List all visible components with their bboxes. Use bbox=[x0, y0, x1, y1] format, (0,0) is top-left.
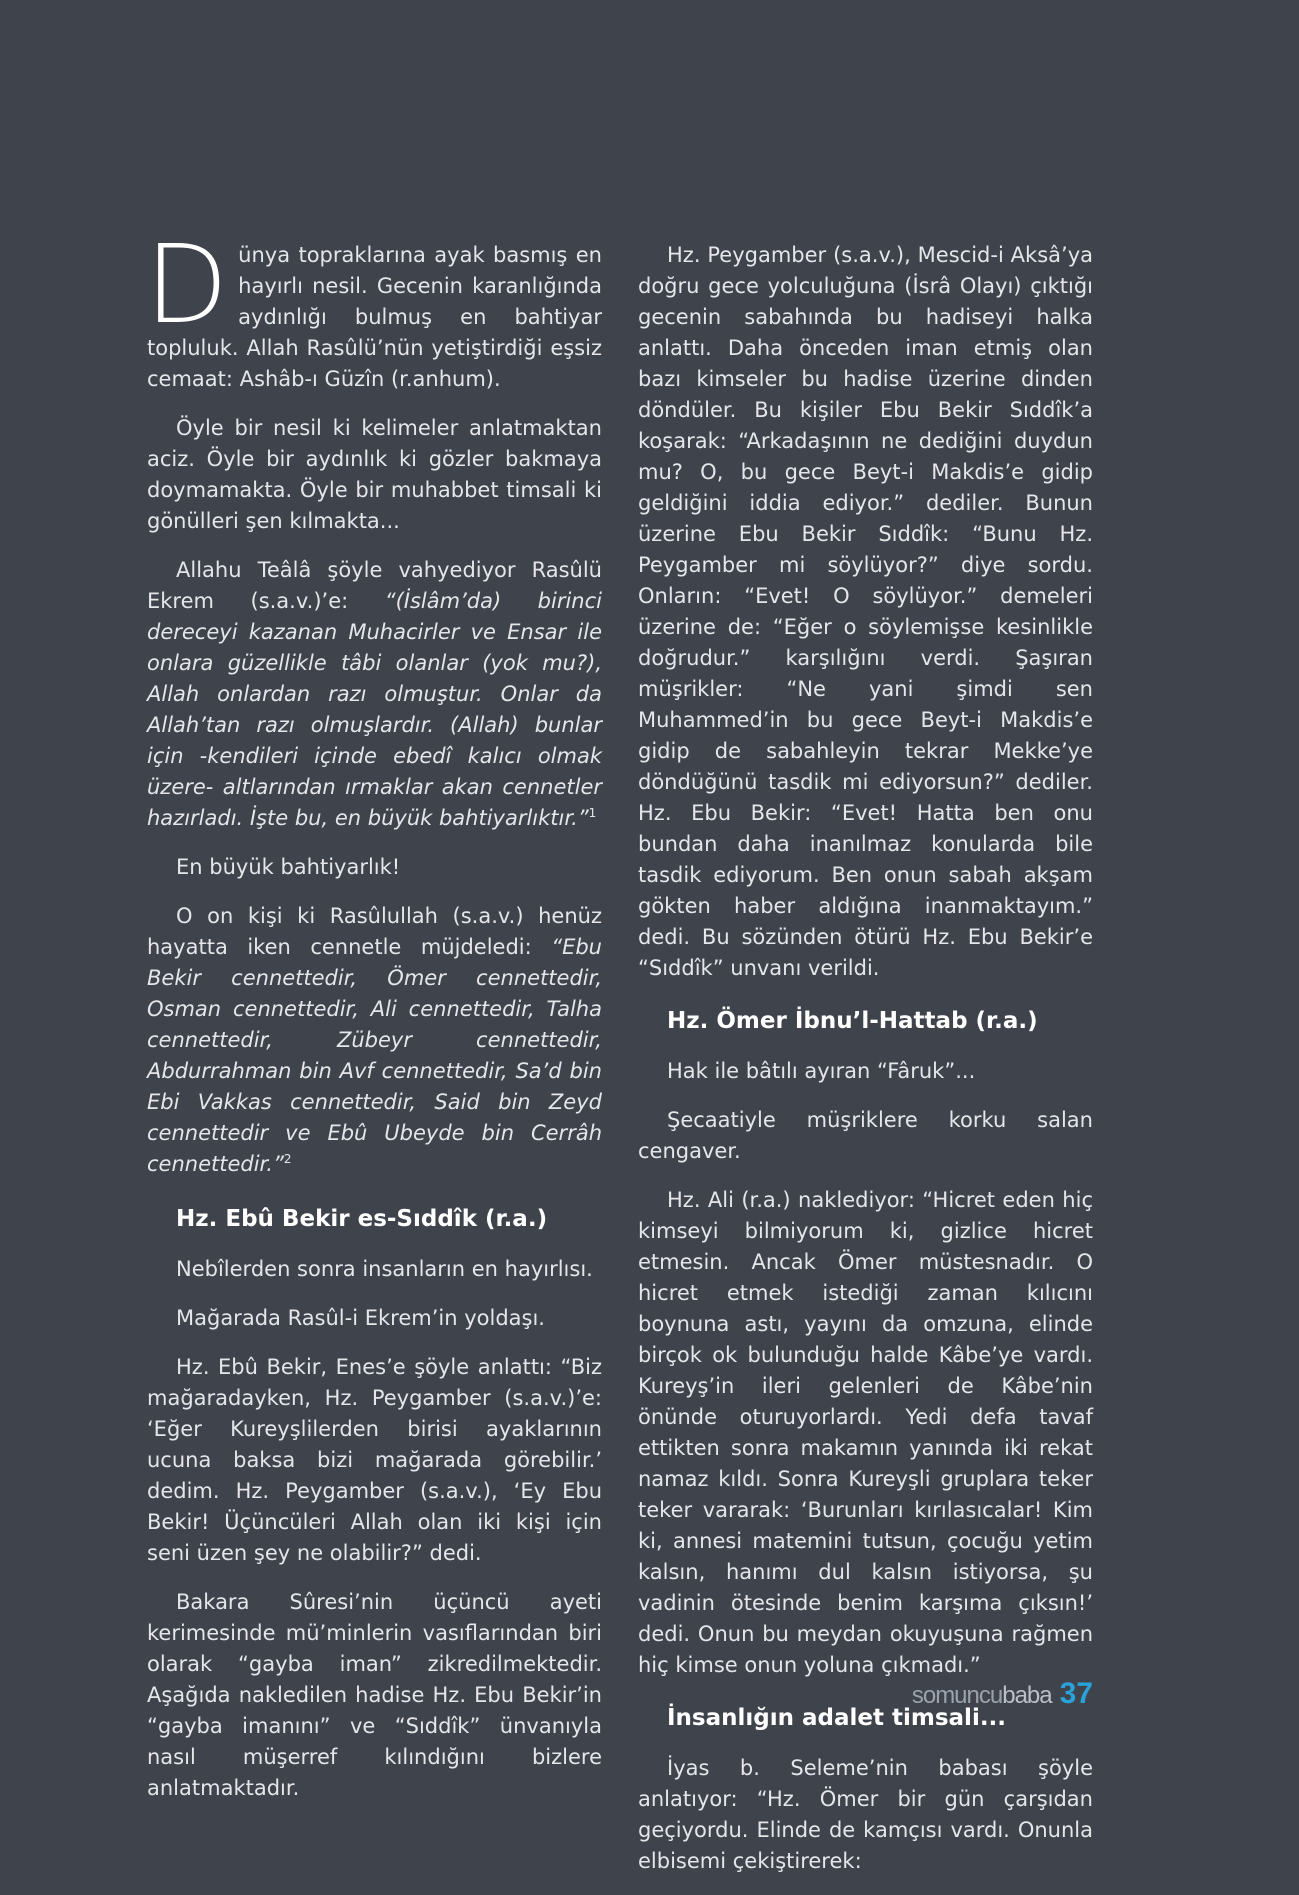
hadith-lead: O on kişi ki Rasûlullah (s.a.v.) henüz hayatta iken cennetle müjdeledi: bbox=[147, 904, 602, 959]
paragraph: Öyle bir nesil ki kelimeler anlatmaktan aciz. Öyle bir aydınlık ki gözler bakmaya doymamakta. Öyle bir muhabbet timsali ki gönülleri şen kılmakta... bbox=[147, 416, 602, 533]
page-footer bbox=[912, 1677, 1093, 1711]
drop-cap: D bbox=[145, 223, 229, 348]
verse-lead: Allahu Teâlâ şöyle vahyediyor Rasûlü Ekrem (s.a.v.)’e: bbox=[147, 558, 602, 613]
section-heading: İnsanlığın adalet timsali... bbox=[667, 1705, 1007, 1731]
page-number: 37 bbox=[1059, 1677, 1093, 1710]
paragraph: Bakara Sûresi’nin üçüncü ayeti kerimesinde mü’minlerin vasıflarından biri olarak “gayba iman” zikredilmektedir. Aşağıda nakledilen hadise Hz. Ebu Bekir’in “gayba imanını” ve “Sıddîk” ünvanıyla nasıl müşerref kılındığını bizlere anlatmaktadır. bbox=[147, 1590, 602, 1800]
paragraph: Nebîlerden sonra insanların en hayırlısı. bbox=[176, 1257, 593, 1281]
paragraph: İyas b. Seleme’nin babası şöyle anlatıyor: “Hz. Ömer bir gün çarşıdan geçiyordu. Elinde de kamçısı vardı. Onunla elbisemi çekiştirerek: bbox=[638, 1756, 1093, 1873]
right-column bbox=[638, 240, 1093, 1895]
logo-light: baba bbox=[1002, 1682, 1052, 1709]
verse-quote: “(İslâm’da) birinci dereceyi kazanan Muhacirler ve Ensar ile onlara güzellikle tâbi olanlar (yok mu?), Allah onlardan razı olmuştur. Onlar da Allah’tan razı olmuşlardır. (Allah) bunlar için -kendileri içinde ebedî kalıcı olmak üzere- altlarından ırmaklar akan cennetler hazırladı. İşte bu, en büyük bahtiyarlıktır.” bbox=[147, 589, 602, 830]
paragraph: Şecaatiyle müşriklere korku salan cengaver. bbox=[638, 1108, 1093, 1163]
footnote-ref: 1 bbox=[588, 806, 597, 820]
paragraph: Hak ile bâtılı ayıran “Fâruk”... bbox=[667, 1059, 976, 1083]
intro-text: ünya topraklarına ayak basmış en hayırlı nesil. Gecenin karanlığında aydınlığı bulmuş en bahtiyar topluluk. Allah Rasûlü’nün yetiştirdiği eşsiz cemaat: Ashâb-ı Güzîn (r.anhum). bbox=[147, 243, 602, 391]
magazine-logo bbox=[912, 1682, 1052, 1710]
paragraph: Hz. Ali (r.a.) naklediyor: “Hicret eden hiç kimseyi bilmiyorum ki, gizlice hicret etmesin. Ancak Ömer müstesnadır. O hicret etmek istediği zaman kılıcını boynuna astı, yayını da omzuna, elinde birçok ok bulunduğu halde Kâbe’ye vardı. Kureyş’in ileri gelenleri de Kâbe’nin önünde oturuyorlardı. Yedi defa tavaf ettikten sonra makamın yanında iki rekat namaz kıldı. Sonra Kureyşli gruplara teker teker vararak: ‘Burunları kırılasıcalar! Kim ki, annesi matemini tutsun, çocuğu yetim kalsın, hanımı dul kalsın istiyorsa, şu vadinin ötesinde benim karşıma çıksın!’ dedi. Onun bu meydan okuyuşuna rağmen hiç kimse onun yoluna çıkmadı.” bbox=[638, 1188, 1093, 1677]
footnote-ref: 2 bbox=[283, 1152, 292, 1166]
hadith-quote: “Ebu Bekir cennettedir, Ömer cennettedir, Osman cennettedir, Ali cennettedir, Talha cennettedir, Zübeyr cennettedir, Abdurrahman bin Avf cennettedir, Sa’d bin Ebi Vakkas cennettedir, Said bin Zeyd cennettedir ve Ebû Ubeyde bin Cerrâh cennettedir.” bbox=[147, 935, 602, 1176]
section-heading: Hz. Ebû Bekir es-Sıddîk (r.a.) bbox=[176, 1206, 548, 1232]
section-heading: Hz. Ömer İbnu’l-Hattab (r.a.) bbox=[667, 1008, 1038, 1034]
intro-paragraph bbox=[145, 223, 602, 395]
verse-paragraph bbox=[147, 555, 602, 834]
hadith-paragraph bbox=[147, 901, 602, 1180]
logo-bold: somuncu bbox=[911, 1682, 1003, 1709]
paragraph: Hz. Peygamber (s.a.v.), Mescid-i Aksâ’ya doğru gece yolculuğuna (İsrâ Olayı) çıktığı gecenin sabahında bu hadiseyi halka anlattı. Daha önceden iman etmiş olan bazı kimseler bu hadise üzerine dinden döndüler. Bu kişiler Ebu Bekir Sıddîk’a koşarak: “Arkadaşının ne dediğini duydun mu? O, bu gece Beyt-i Makdis’e gidip geldiğini iddia ediyor.” dediler. Bunun üzerine Ebu Bekir Sıddîk: “Bunu Hz. Peygamber mi söylüyor?” diye sordu. Onların: “Evet! O söylüyor.” demeleri üzerine de: “Eğer o söylemişse kesinlikle doğrudur.” karşılığını verdi. Şaşıran müşrikler: “Ne yani şimdi sen Muhammed’in bu gece Beyt-i Makdis’e gidip de sabahleyin tekrar Mekke’ye döndüğünü tasdik mi ediyorsun?” dediler. Hz. Ebu Bekir: “Evet! Hatta ben onu bundan daha inanılmaz konularda bile tasdik ediyorum. Ben onun sabah akşam gökten haber aldığına inanmaktayım.” dedi. Bu sözünden ötürü Hz. Ebu Bekir’e “Sıddîk” unvanı verildi. bbox=[638, 243, 1093, 980]
paragraph: En büyük bahtiyarlık! bbox=[176, 855, 401, 879]
paragraph: Hz. Ebû Bekir, Enes’e şöyle anlattı: “Biz mağaradayken, Hz. Peygamber (s.a.v.)’e: ‘Eğer Kureyşlilerden birisi ayaklarının ucuna baksa bizi mağarada görebilir.’ dedim. Hz. Peygamber (s.a.v.), ‘Ey Ebu Bekir! Üçüncüleri Allah olan iki kişi için seni üzen şey ne olabilir?” dedi. bbox=[147, 1355, 602, 1565]
paragraph: Mağarada Rasûl-i Ekrem’in yoldaşı. bbox=[176, 1306, 545, 1330]
left-column bbox=[145, 223, 602, 1822]
